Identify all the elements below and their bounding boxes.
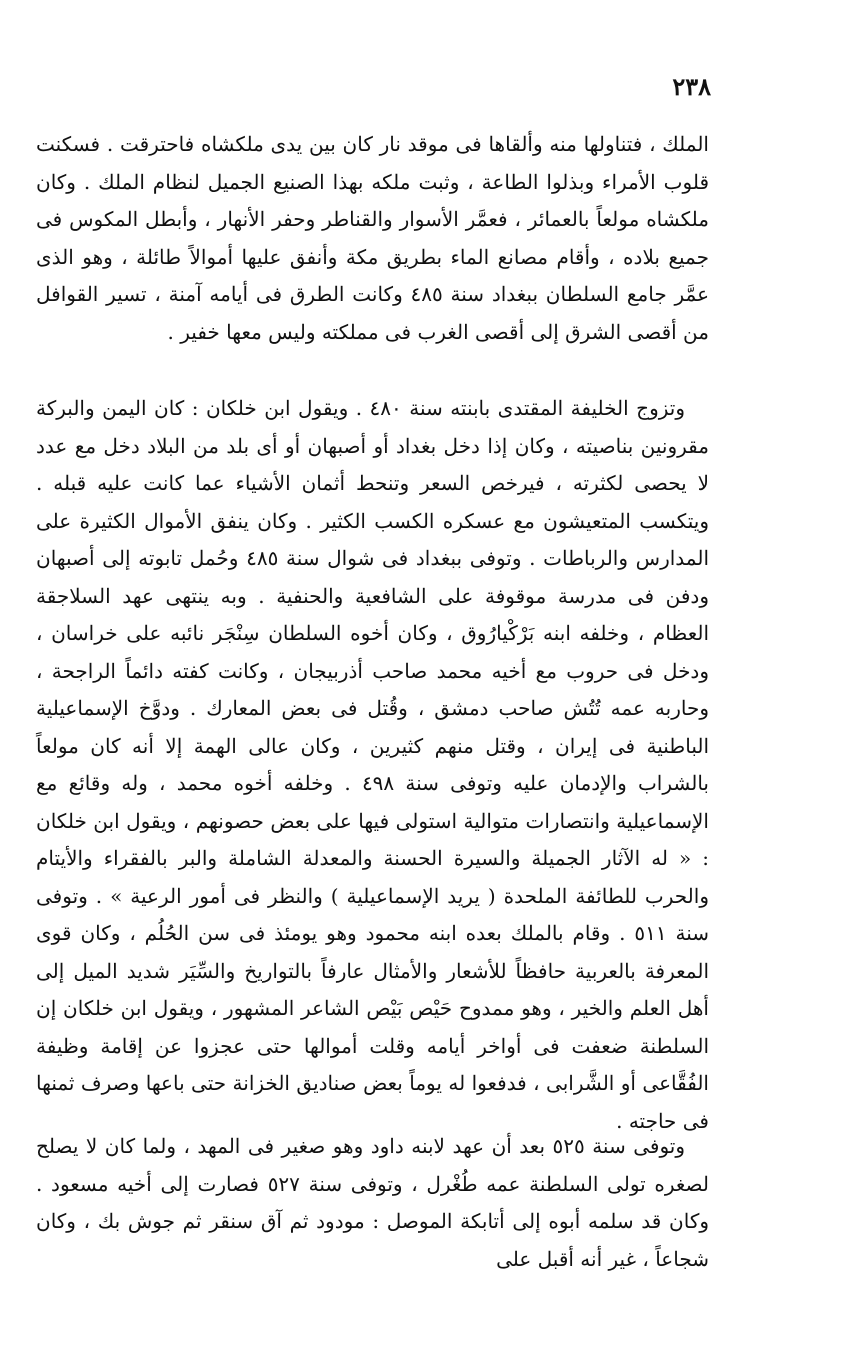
paragraph-text: وتوفى سنة ٥٢٥ بعد أن عهد لابنه داود وهو صغير فى المهد ، ولما كان لا يصلح لصغره تولى السلطنة عمه طُغْرل ، وتوفى سنة ٥٢٧ فصارت إلى أخيه مسعود . وكان قد سلمه أبوه إلى أتابكة الموصل : مودود ثم آق سنقر ثم جوش بك ، وكان شجاعاً ، غير أنه أقبل على [36, 1134, 709, 1271]
paragraph-1 [36, 126, 709, 351]
paragraph-3 [36, 1128, 709, 1278]
paragraph-text: وتزوج الخليفة المقتدى بابنته سنة ٤٨٠ . ويقول ابن خلكان : كان اليمن والبركة مقرونين بناصيته ، وكان إذا دخل بغداد أو أصبهان أو أى بلد من البلاد دخل مع عدد لا يحصى لكثرته ، فيرخص السعر وتنحط أثمان الأشياء عما كانت عليه قبله . ويتكسب المتعيشون مع عسكره الكسب الكثير . وكان ينفق الأموال الكثيرة على المدارس والرباطات . وتوفى ببغداد فى شوال سنة ٤٨٥ وحُمل تابوته إلى أصبهان ودفن فى مدرسة موقوفة على الشافعية والحنفية . وبه ينتهى عهد السلاجقة العظام ، وخلفه ابنه بَرْكْيارُوق ، وكان أخوه السلطان سِنْجَر نائبه على خراسان ، ودخل فى حروب مع أخيه محمد صاحب أذربيجان ، وكانت كفته دائماً الراجحة ، وحاربه عمه تُتُش صاحب دمشق ، وقُتل فى بعض المعارك . ودوَّخ الإسماعيلية الباطنية فى إيران ، وقتل منهم كثيرين ، وكان عالى الهمة إلا أنه كان مولعاً بالشراب والإدمان عليه وتوفى سنة ٤٩٨ . وخلفه أخوه محمد ، وله وقائع مع الإسماعيلية وانتصارات متوالية استولى فيها على بعض حصونهم ، ويقول ابن خلكان : « له الآثار الجميلة والسيرة الحسنة والمعدلة الشاملة والبر بالفقراء والأيتام والحرب للطائفة الملحدة ( يريد الإسماعيلية ) والنظر فى أمور الرعية » . وتوفى سنة ٥١١ . وقام بالملك بعده ابنه محمود وهو يومئذ فى سن الحُلُم ، وكان قوى المعرفة بالعربية حافظاً للأشعار والأمثال عارفاً بالتواريخ والسِّيَر شديد الميل إلى أهل العلم والخير ، وهو ممدوح حَيْص بَيْص الشاعر المشهور ، ويقول ابن خلكان إن السلطنة ضعفت فى أواخر أيامه وقلت أموالها حتى عجزوا عن إقامة وظيفة الفُقَّاعى أو الشَّرابى ، فدفعوا له يوماً بعض صناديق الخزانة حتى باعها وصرف ثمنها فى حاجته . [36, 396, 710, 1133]
paragraph-text: الملك ، فتناولها منه وألقاها فى موقد نار كان بين يدى ملكشاه فاحترقت . فسكنت قلوب الأمراء وبذلوا الطاعة ، وثبت ملكه بهذا الصنيع الجميل لنظام الملك . وكان ملكشاه مولعاً بالعمائر ، فعمَّر الأسوار والقناطر وحفر الأنهار ، وأبطل المكوس فى جميع بلاده ، وأقام مصانع الماء بطريق مكة وأنفق عليها أموالاً طائلة ، وهو الذى عمَّر جامع السلطان ببغداد سنة ٤٨٥ وكانت الطرق فى أيامه آمنة ، تسير القوافل من أقصى الشرق إلى أقصى الغرب فى مملكته وليس معها خفير . [36, 132, 710, 344]
page-number: ٢٣٨ [672, 72, 711, 101]
paragraph-2 [36, 390, 709, 1140]
